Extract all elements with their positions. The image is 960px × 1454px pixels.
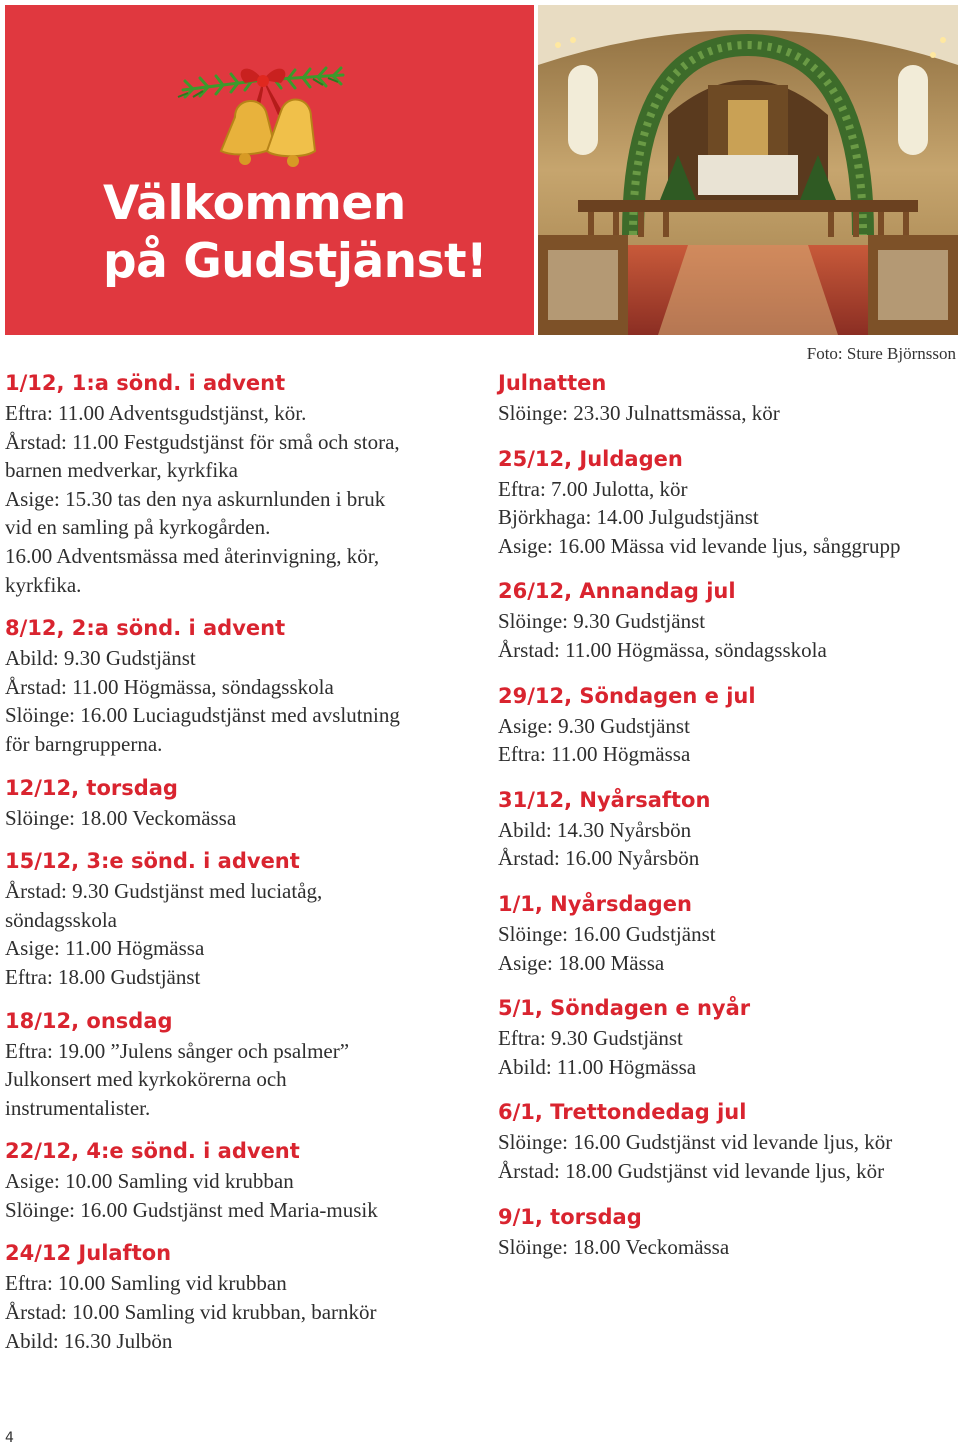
entry-service-line: Slöinge: 16.00 Gudstjänst vid levande ljus, kör bbox=[498, 1130, 893, 1155]
entry-service-line: kyrkfika. bbox=[5, 572, 82, 597]
entry-service-line: Björkhaga: 14.00 Julgudstjänst bbox=[498, 505, 759, 530]
entry-service-line: Årstad: 9.30 Gudstjänst med luciatåg, bbox=[5, 879, 323, 904]
entry-date-heading: 5/1, Söndagen e nyår bbox=[498, 996, 751, 1021]
entry-service-line: instrumentalister. bbox=[5, 1095, 151, 1120]
entry-date-heading: 9/1, torsdag bbox=[498, 1204, 642, 1229]
entry-date-heading: 29/12, Söndagen e jul bbox=[498, 683, 756, 708]
entry-service-line: söndagsskola bbox=[5, 907, 117, 932]
entry-date-heading: 6/1, Trettondedag jul bbox=[498, 1100, 747, 1125]
entry-date-heading: 25/12, Juldagen bbox=[498, 446, 683, 471]
page-title bbox=[103, 175, 487, 291]
schedule-entry bbox=[498, 784, 960, 873]
entry-service-line: Slöinge: 16.00 Gudstjänst bbox=[498, 921, 716, 946]
entry-service-line: Eftra: 11.00 Högmässa bbox=[498, 742, 691, 767]
schedule-entry bbox=[5, 612, 485, 758]
entry-service-line: Årstad: 11.00 Festgudstjänst för små och stora, bbox=[5, 429, 400, 454]
entry-service-line: Asige: 11.00 Högmässa bbox=[5, 936, 205, 961]
photo-credit: Foto: Sture Björnsson bbox=[806, 344, 956, 363]
entry-service-line: Asige: 16.00 Mässa vid levande ljus, sånggrupp bbox=[498, 533, 901, 558]
schedule-entry bbox=[5, 845, 485, 991]
schedule-right-column bbox=[498, 367, 960, 1276]
entry-service-line: Årstad: 11.00 Högmässa, söndagsskola bbox=[498, 637, 827, 662]
christmas-bells-icon bbox=[163, 35, 363, 175]
entry-date-heading: 24/12 Julafton bbox=[5, 1241, 172, 1266]
schedule-entry bbox=[498, 680, 960, 769]
entry-date-heading: 15/12, 3:e sönd. i advent bbox=[5, 849, 300, 874]
title-line-2: på Gudstjänst! bbox=[103, 234, 488, 289]
entry-service-line: Slöinge: 16.00 Luciagudstjänst med avslutning bbox=[5, 703, 400, 728]
schedule-entry bbox=[5, 1005, 485, 1123]
entry-service-line: Asige: 9.30 Gudstjänst bbox=[498, 713, 690, 738]
entry-service-line: Asige: 15.30 tas den nya askurnlunden i bruk bbox=[5, 486, 386, 511]
entry-service-line: barnen medverkar, kyrkfika bbox=[5, 458, 238, 483]
entry-date-heading: 12/12, torsdag bbox=[5, 775, 178, 800]
entry-service-line: Eftra: 18.00 Gudstjänst bbox=[5, 964, 201, 989]
entry-date-heading: 22/12, 4:e sönd. i advent bbox=[5, 1139, 300, 1164]
entry-date-heading: 1/1, Nyårsdagen bbox=[498, 891, 692, 916]
entry-service-line: Eftra: 7.00 Julotta, kör bbox=[498, 476, 688, 501]
entry-date-heading: 8/12, 2:a sönd. i advent bbox=[5, 616, 286, 641]
schedule-entry bbox=[498, 367, 960, 428]
entry-service-line: Asige: 10.00 Samling vid krubban bbox=[5, 1169, 294, 1194]
schedule-entry bbox=[498, 1201, 960, 1262]
entry-service-line: Julkonsert med kyrkokörerna och bbox=[5, 1067, 287, 1092]
entry-service-line: vid en samling på kyrkogården. bbox=[5, 515, 271, 540]
entry-service-line: Slöinge: 23.30 Julnattsmässa, kör bbox=[498, 401, 780, 425]
schedule-entry bbox=[5, 1135, 485, 1224]
page-number: 4 bbox=[5, 1430, 14, 1446]
entry-date-heading: 1/12, 1:a sönd. i advent bbox=[5, 371, 286, 395]
entry-service-line: Årstad: 11.00 Högmässa, söndagsskola bbox=[5, 674, 334, 699]
entry-service-line: för barngrupperna. bbox=[5, 731, 163, 756]
church-interior-photo bbox=[538, 5, 958, 335]
entry-date-heading: 26/12, Annandag jul bbox=[498, 579, 736, 604]
entry-service-line: Årstad: 18.00 Gudstjänst vid levande ljus, kör bbox=[498, 1158, 885, 1183]
schedule-entry bbox=[5, 367, 485, 599]
entry-service-line: Slöinge: 9.30 Gudstjänst bbox=[498, 609, 706, 634]
entry-service-line: Abild: 11.00 Högmässa bbox=[498, 1054, 697, 1079]
schedule-entry bbox=[498, 888, 960, 977]
church-photo-image bbox=[538, 5, 958, 335]
entry-service-line: Asige: 18.00 Mässa bbox=[498, 950, 665, 975]
schedule-entry bbox=[498, 443, 960, 561]
entry-service-line: Eftra: 11.00 Adventsgudstjänst, kör. bbox=[5, 401, 307, 425]
entry-service-line: 16.00 Adventsmässa med återinvigning, kör, bbox=[5, 543, 380, 568]
entry-date-heading: Julnatten bbox=[498, 371, 607, 395]
entry-service-line: Slöinge: 18.00 Veckomässa bbox=[5, 805, 237, 830]
entry-service-line: Årstad: 16.00 Nyårsbön bbox=[498, 846, 700, 871]
entry-service-line: Slöinge: 18.00 Veckomässa bbox=[498, 1234, 730, 1259]
entry-service-line: Abild: 14.30 Nyårsbön bbox=[498, 817, 692, 842]
entry-service-line: Eftra: 10.00 Samling vid krubban bbox=[5, 1271, 287, 1296]
schedule-entry bbox=[5, 772, 485, 833]
welcome-banner bbox=[5, 5, 534, 335]
entry-service-line: Årstad: 10.00 Samling vid krubban, barnkör bbox=[5, 1300, 377, 1325]
entry-date-heading: 31/12, Nyårsafton bbox=[498, 787, 711, 812]
entry-date-heading: 18/12, onsdag bbox=[5, 1008, 173, 1033]
entry-service-line: Abild: 16.30 Julbön bbox=[5, 1328, 173, 1353]
title-line-1: Välkommen bbox=[103, 176, 406, 231]
schedule-entry bbox=[498, 992, 960, 1081]
schedule-left-column bbox=[5, 367, 485, 1368]
schedule-entry bbox=[498, 1096, 960, 1185]
entry-service-line: Eftra: 9.30 Gudstjänst bbox=[498, 1026, 683, 1051]
entry-service-line: Abild: 9.30 Gudstjänst bbox=[5, 646, 196, 671]
entry-service-line: Eftra: 19.00 ”Julens sånger och psalmer” bbox=[5, 1038, 350, 1063]
schedule-entry bbox=[498, 575, 960, 664]
entry-service-line: Slöinge: 16.00 Gudstjänst med Maria-musik bbox=[5, 1197, 378, 1222]
schedule-entry bbox=[5, 1237, 485, 1355]
